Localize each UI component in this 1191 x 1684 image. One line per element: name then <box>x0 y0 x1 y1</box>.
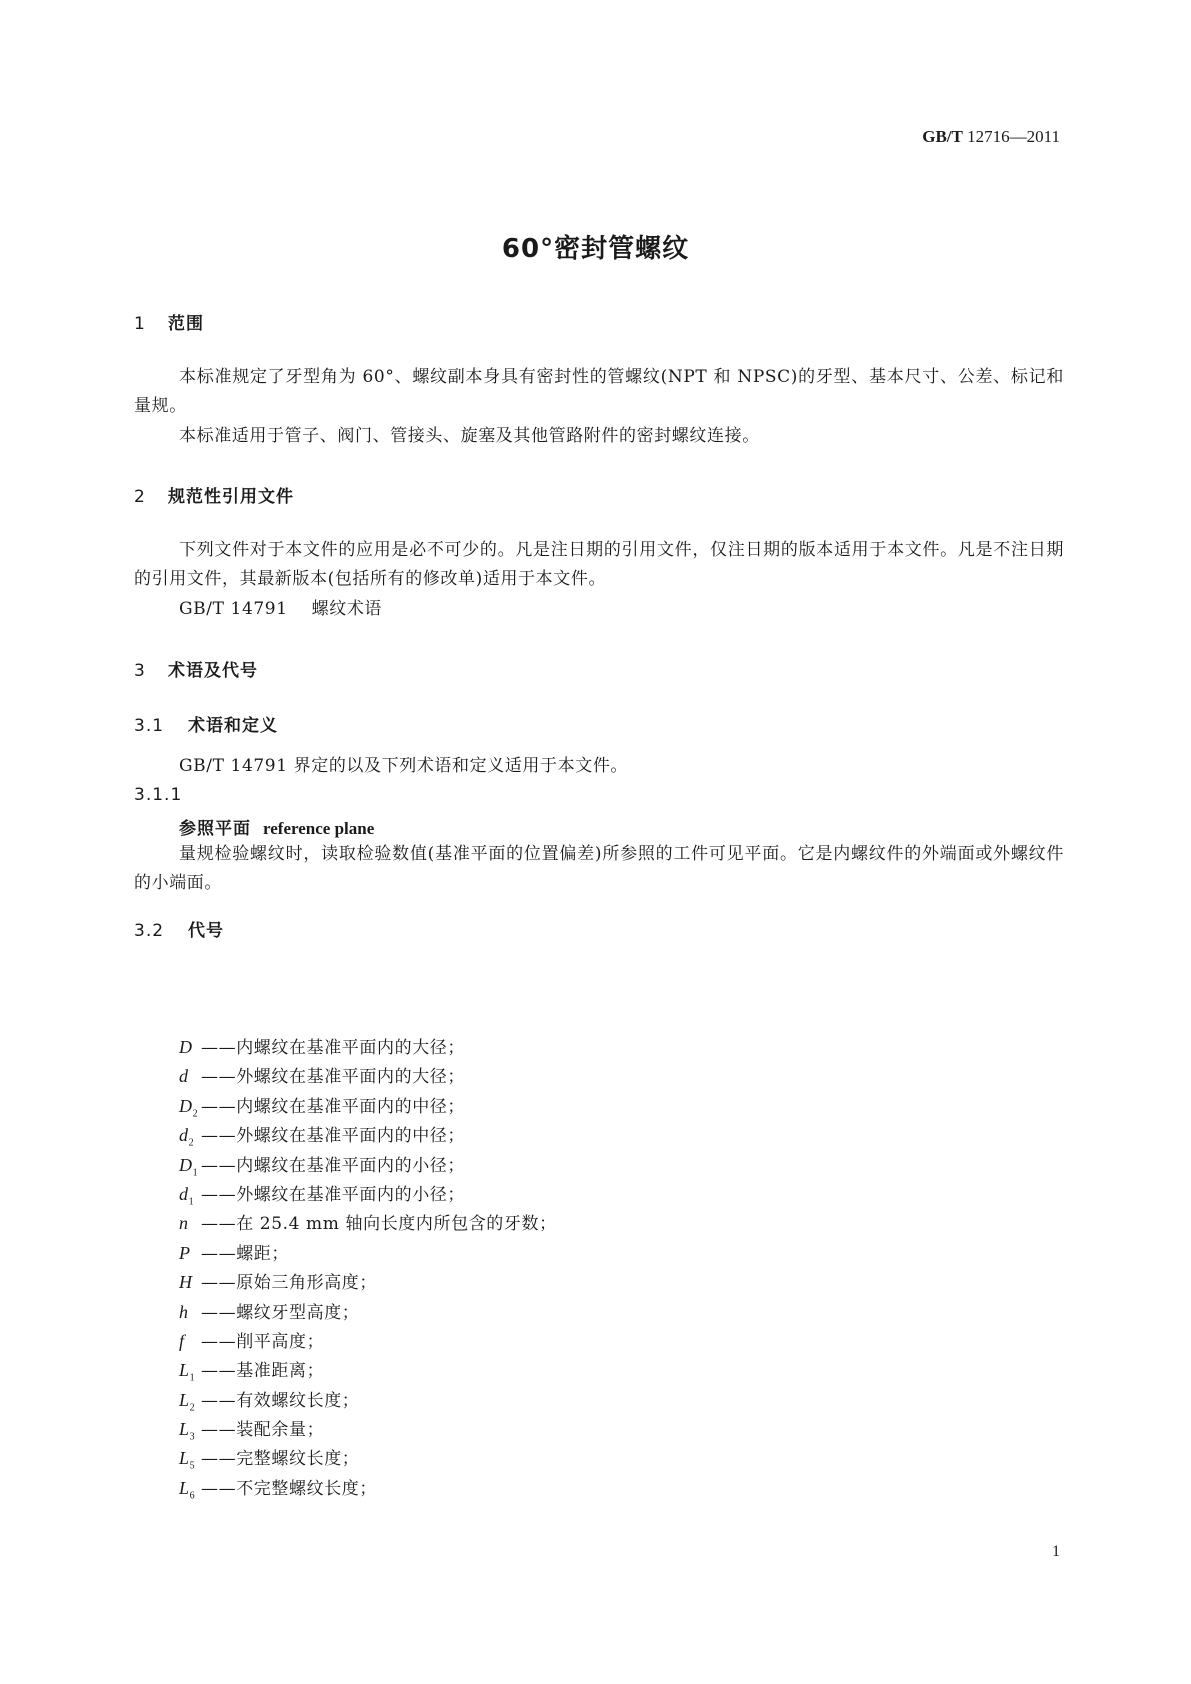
symbol: f <box>179 1330 185 1351</box>
symbol-row <box>179 1386 557 1415</box>
symbol-description: ——在 25.4 mm 轴向长度内所包含的牙数； <box>201 1214 557 1235</box>
symbol: $d_1$ <box>179 1183 195 1208</box>
section-3-1-title: 术语和定义 <box>188 716 278 736</box>
symbol: $d_2$ <box>179 1125 195 1149</box>
symbol-row <box>179 1180 557 1209</box>
symbol-row <box>179 1268 557 1297</box>
reference-title: 螺纹术语 <box>311 599 383 619</box>
term-name-en: reference plane <box>263 819 375 838</box>
section-2-title: 规范性引用文件 <box>168 487 294 507</box>
symbol-description: ——螺纹牙型高度； <box>201 1302 360 1323</box>
symbol-description: ——内螺纹在基准平面内的中径； <box>201 1096 465 1117</box>
symbol-description: ——内螺纹在基准平面内的小径； <box>201 1155 465 1176</box>
symbol-row <box>179 1444 557 1473</box>
symbol-description: ——内螺纹在基准平面内的大径； <box>201 1038 465 1058</box>
document-title: 60°密封管螺纹 <box>501 234 690 264</box>
standard-code <box>922 127 1060 147</box>
symbol-list <box>179 1033 557 1503</box>
symbol-row <box>179 1092 557 1121</box>
symbol-description: ——外螺纹在基准平面内的小径； <box>201 1184 465 1205</box>
symbol-description: ——螺距； <box>201 1243 289 1264</box>
symbol-description: ——不完整螺纹长度； <box>201 1478 377 1499</box>
section-3-heading <box>134 656 258 681</box>
section-2-paragraph-1: 下列文件对于本文件的应用是必不可少的。凡是注日期的引用文件，仅注日期的版本适用于本文件。凡是不注日期的引用文件，其最新版本(包括所有的修改单)适用于本文件。 <box>134 540 1064 589</box>
symbol-row <box>179 1209 557 1238</box>
section-1-number: 1 <box>134 314 146 334</box>
symbol: P <box>179 1242 191 1263</box>
section-3-1-paragraph: GB/T 14791 界定的以及下列术语和定义适用于本文件。 <box>179 756 629 776</box>
symbol-row <box>179 1239 557 1268</box>
section-1-paragraph-2: 本标准适用于管子、阀门、管接头、旋塞及其他管路附件的密封螺纹连接。 <box>179 426 760 446</box>
symbol-row <box>179 1062 557 1091</box>
section-1-heading <box>134 309 204 334</box>
section-2-heading <box>134 482 294 507</box>
symbol: D <box>179 1037 193 1057</box>
section-3-1-number: 3.1 <box>134 716 165 736</box>
symbol: $L_1$ <box>179 1360 196 1384</box>
section-3-title: 术语及代号 <box>168 661 258 681</box>
term-name <box>179 814 374 839</box>
symbol-row <box>179 1033 557 1062</box>
standard-prefix: GB/T <box>922 127 963 146</box>
term-name-zh: 参照平面 <box>179 819 251 839</box>
symbol: $L_6$ <box>179 1477 196 1502</box>
symbol-row <box>179 1298 557 1327</box>
symbol-description: ——完整螺纹长度； <box>201 1449 360 1470</box>
symbol: $L_3$ <box>179 1419 196 1443</box>
term-definition: 量规检验螺纹时，读取检验数值(基准平面的位置偏差)所参照的工件可见平面。它是内螺纹件的外端面或外螺纹件的小端面。 <box>134 844 1064 893</box>
symbol-row <box>179 1121 557 1150</box>
section-1-title: 范围 <box>168 314 204 334</box>
term-3-1-1-number: 3.1.1 <box>134 785 183 805</box>
symbol-description: ——原始三角形高度； <box>201 1273 377 1294</box>
reference-code: GB/T 14791 <box>179 599 288 619</box>
symbol-description: ——有效螺纹长度； <box>201 1390 360 1411</box>
section-2-number: 2 <box>134 487 146 507</box>
standard-number: 12716—2011 <box>967 127 1060 146</box>
symbol-description: ——削平高度； <box>201 1331 325 1352</box>
symbol-description: ——装配余量； <box>201 1420 325 1441</box>
symbol-description: ——外螺纹在基准平面内的中径； <box>201 1126 465 1147</box>
section-3-number: 3 <box>134 661 146 681</box>
symbol: H <box>179 1272 193 1293</box>
symbol-row <box>179 1474 557 1503</box>
symbol: h <box>179 1301 189 1322</box>
symbol-row <box>179 1151 557 1180</box>
symbol-row <box>179 1415 557 1444</box>
symbol: d <box>179 1066 189 1087</box>
symbol-row <box>179 1356 557 1385</box>
symbol-description: ——基准距离； <box>201 1361 325 1382</box>
normative-reference <box>134 595 1109 624</box>
section-3-2-heading <box>134 916 224 941</box>
section-3-2-title: 代号 <box>188 921 224 941</box>
symbol: $L_5$ <box>179 1448 196 1473</box>
symbol-description: ——外螺纹在基准平面内的大径； <box>201 1067 465 1088</box>
symbol: $D_2$ <box>179 1095 199 1120</box>
page-number: 1 <box>1052 1543 1060 1560</box>
symbol: n <box>179 1213 189 1234</box>
section-3-1-heading <box>134 711 278 736</box>
symbol: $D_1$ <box>179 1154 199 1179</box>
symbol-row <box>179 1327 557 1356</box>
symbol: $L_2$ <box>179 1389 196 1414</box>
section-1-paragraph-1: 本标准规定了牙型角为 60°、螺纹副本身具有密封性的管螺纹(NPT 和 NPSC)的牙型、基本尺寸、公差、标记和量规。 <box>134 367 1064 416</box>
section-3-2-number: 3.2 <box>134 921 165 941</box>
